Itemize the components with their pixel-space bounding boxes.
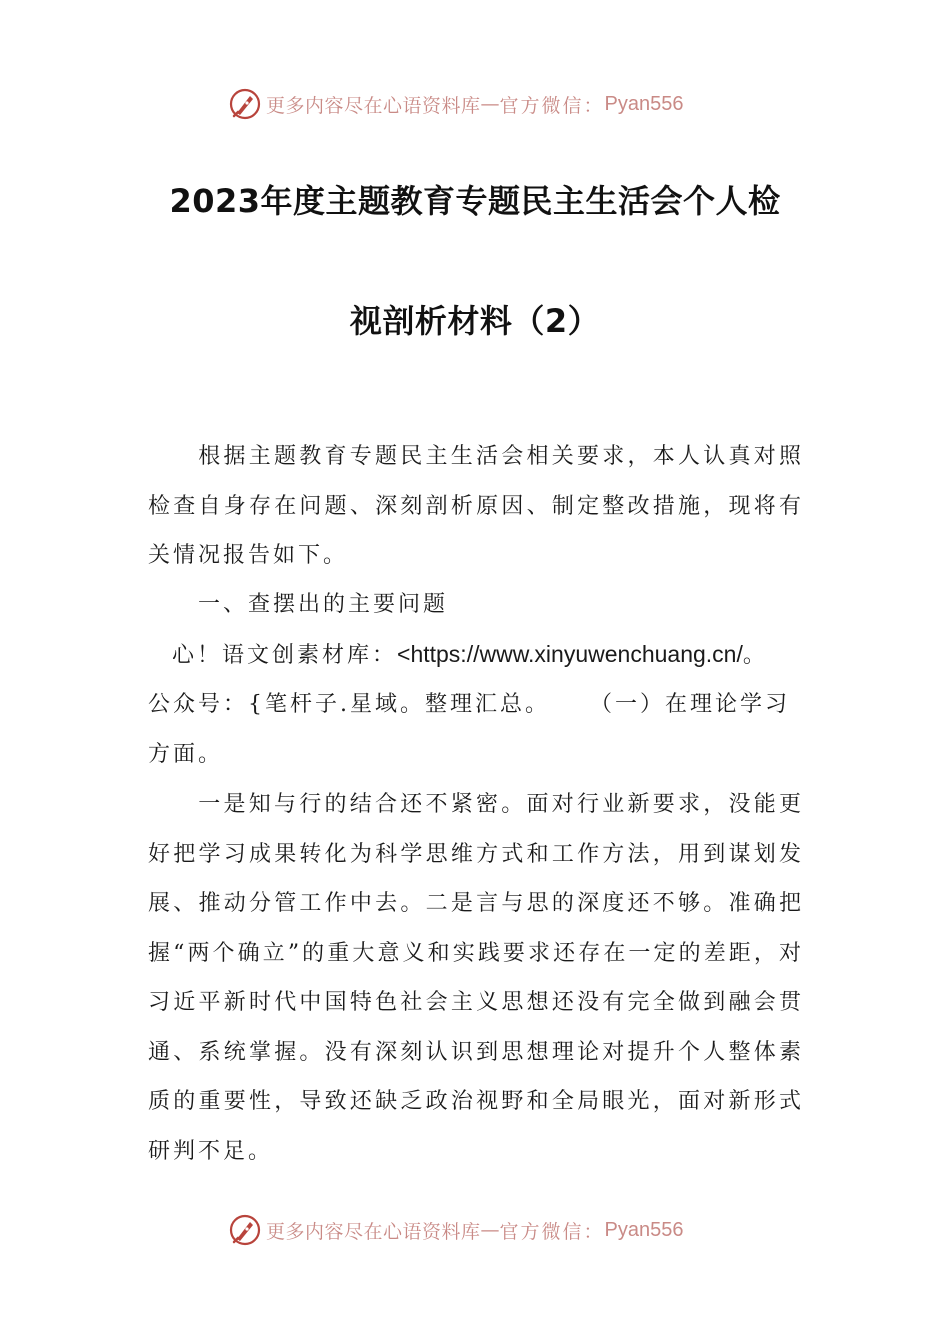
subsection-heading: （一）在理论学习方面。 <box>148 692 791 767</box>
pen-nib-logo-icon <box>228 1213 262 1247</box>
footer-watermark <box>228 1212 684 1248</box>
body-paragraph-text: 一是知与行的结合还不紧密。面对行业新要求，没能更好把学习成果转化为科学思维方式和工作方法，用到谋划发展、推动分管工作中去。二是言与思的深度还不够。准确把握“两个确立”的重大意义和实践要求还存在一定的差距，对习近平新时代中国特色社会主义思想还没有完全做到融会贯通、系统掌握。没有深刻认识到思想理论对提升个人整体素质的重要性，导致还缺乏政治视野和全局眼光，面对新形式研判不足。 <box>148 792 804 1164</box>
header-watermark <box>228 86 684 122</box>
watermark-label: 官方微信： <box>499 94 605 117</box>
promo-prefix: 心！语文创素材库： <box>172 643 398 668</box>
promo-line-2: 公众号：{笔杆子.星域。整理汇总。 <box>148 692 550 717</box>
document-title-line-2: 视剖析材料（2） <box>349 302 601 340</box>
watermark-text: 更多内容尽在心语资料库 <box>266 94 481 117</box>
watermark-label: 官方微信： <box>499 1220 605 1243</box>
promo-suffix: 。 <box>742 643 768 668</box>
promo-url[interactable]: <https://www.xinyuwenchuang.cn/ <box>397 641 743 667</box>
watermark-separator: — <box>480 93 500 115</box>
watermark-wechat-id: Pyan556 <box>604 92 684 115</box>
promo-and-subsection <box>148 680 804 779</box>
watermark-wechat-id: Pyan556 <box>604 1218 684 1241</box>
body-paragraph <box>148 780 804 1176</box>
intro-paragraph <box>148 432 804 581</box>
promo-line <box>172 630 768 681</box>
document-title-line-1: 2023年度主题教育专题民主生活会个人检 <box>169 182 781 220</box>
pen-nib-logo-icon <box>228 87 262 121</box>
section-heading: 一、查摆出的主要问题 <box>198 592 449 617</box>
watermark-separator: — <box>480 1219 500 1241</box>
intro-text: 根据主题教育专题民主生活会相关要求，本人认真对照检查自身存在问题、深刻剖析原因、制定整改措施，现将有关情况报告如下。 <box>148 444 804 568</box>
watermark-text: 更多内容尽在心语资料库 <box>266 1220 481 1243</box>
